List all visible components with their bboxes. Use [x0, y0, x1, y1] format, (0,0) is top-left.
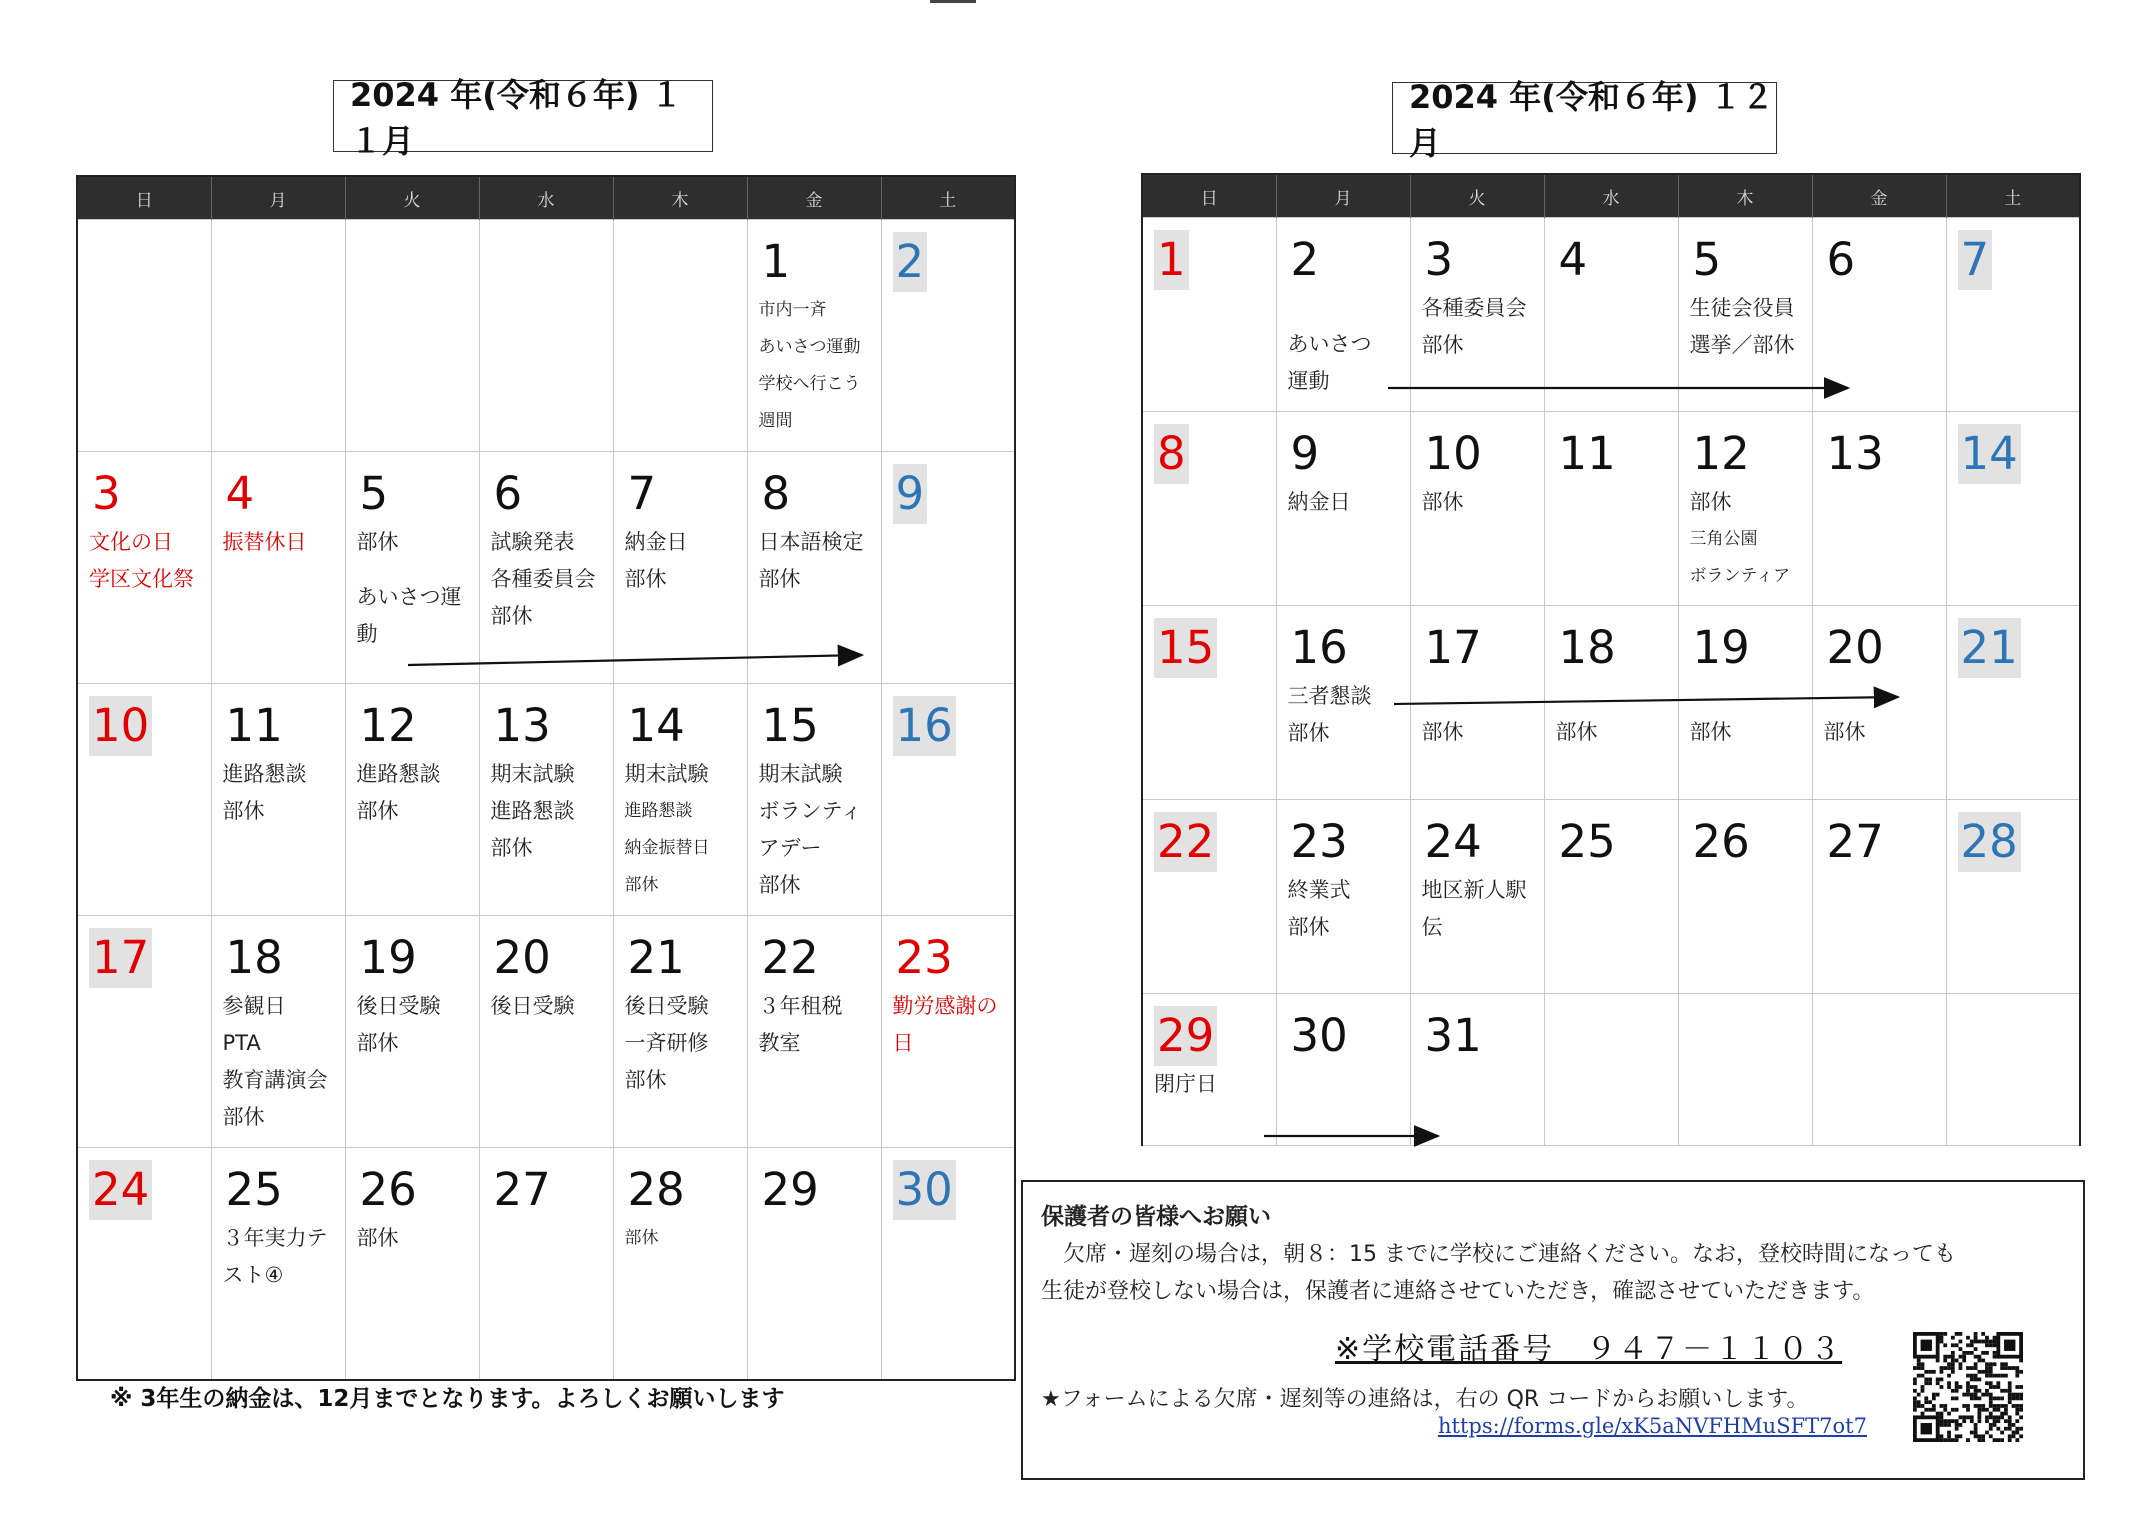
notice-body-line1: 欠席・遅刻の場合は，朝８：15 までに学校にご連絡ください。なお，登校時間になっても: [1063, 1242, 1956, 1267]
event-text: 部休: [222, 1105, 265, 1129]
event-text: 三角公園: [1689, 529, 1758, 549]
day-number: 4: [1558, 233, 1588, 286]
form-link[interactable]: https://forms.gle/xK5aNVFHMuSFT7ot7: [1438, 1414, 1867, 1438]
day-number: 23: [1290, 815, 1348, 868]
qr-code-icon[interactable]: [1913, 1332, 2023, 1442]
day-number: 1: [761, 235, 791, 288]
calendar-day-cell: [747, 220, 881, 452]
calendar-day-cell: [747, 452, 881, 684]
calendar-day-cell: [1678, 800, 1812, 994]
calendar-day-cell: [881, 220, 1015, 452]
calendar-day-cell: [1276, 994, 1410, 1146]
calendar-day-cell: [1812, 412, 1946, 606]
event-text: 部休: [758, 873, 801, 897]
event-text: 部休: [1689, 720, 1732, 744]
weekday-header: [1142, 174, 2080, 218]
calendar-day-cell: [747, 916, 881, 1148]
calendar-day-cell: [1946, 218, 2080, 412]
day-number: 17: [1424, 621, 1482, 674]
calendar-day-cell: [479, 916, 613, 1148]
calendar-day-cell: [1142, 606, 1276, 800]
event-text: 試験発表: [490, 530, 575, 554]
event-text: 納金日: [1287, 490, 1351, 514]
calendar-day-cell: [881, 916, 1015, 1148]
day-number: 9: [1290, 427, 1320, 480]
calendar-day-cell: [479, 220, 613, 452]
calendar-day-cell: [1276, 218, 1410, 412]
event-text: 部休: [356, 1031, 399, 1055]
event-text: 一斉研修: [624, 1031, 709, 1055]
event-text: 週間: [758, 411, 793, 431]
event-text: 文化の日: [89, 530, 173, 554]
event-text: 振替休日: [222, 530, 307, 554]
calendar-week-row: [1142, 218, 2080, 412]
day-number: 16: [893, 696, 956, 756]
event-text: 部休: [624, 1068, 667, 1092]
day-number: 14: [627, 699, 685, 752]
day-number: 26: [359, 1163, 417, 1216]
event-text: 市内一斉: [758, 300, 827, 320]
event-text: ３年租税: [758, 994, 843, 1018]
calendar-day-cell: [1410, 994, 1544, 1146]
calendar-day-cell: [1410, 800, 1544, 994]
calendar-day-cell: [479, 452, 613, 684]
weekday-label: 月: [1276, 174, 1410, 218]
calendar-day-cell: [613, 916, 747, 1148]
weekday-label: 水: [479, 176, 613, 220]
event-text: 地区新人駅: [1421, 878, 1527, 902]
day-number: 3: [89, 464, 124, 524]
form-instruction: ★フォームによる欠席・遅刻等の連絡は，右の QR コードからお願いします。: [1041, 1387, 1809, 1412]
calendar-day-cell: [345, 452, 479, 684]
calendar-day-cell: [1544, 800, 1678, 994]
calendar-day-cell: [1544, 606, 1678, 800]
day-number: 25: [225, 1163, 283, 1216]
day-number: 29: [1154, 1006, 1217, 1066]
event-text: 運動: [1287, 369, 1330, 393]
calendar-day-cell: [211, 684, 345, 916]
event-text: 進路懇談: [356, 762, 441, 786]
weekday-label: 木: [613, 176, 747, 220]
event-text: 生徒会役員: [1689, 296, 1795, 320]
weekday-label: 土: [1946, 174, 2080, 218]
calendar-week-row: [77, 220, 1015, 452]
november-title: 2024 年(令和６年) １１月: [333, 80, 713, 152]
december-title: 2024 年(令和６年) １２月: [1392, 82, 1777, 154]
event-text: 終業式: [1287, 878, 1351, 902]
day-number: 10: [89, 696, 152, 756]
day-number: 21: [627, 931, 685, 984]
event-text: 三者懇談: [1287, 684, 1372, 708]
calendar-day-cell: [77, 220, 211, 452]
calendar-day-cell: [1946, 800, 2080, 994]
footnote: ※ 3年生の納金は、12月までとなります。よろしくお願いします: [110, 1386, 785, 1412]
day-number: 8: [761, 467, 791, 520]
calendar-day-cell: [747, 684, 881, 916]
calendar-day-cell: [881, 1148, 1015, 1380]
calendar-day-cell: [881, 684, 1015, 916]
calendar-week-row: [1142, 412, 2080, 606]
calendar-day-cell: [1946, 994, 2080, 1146]
event-text: 進路懇談: [624, 801, 693, 821]
day-number: 4: [223, 464, 258, 524]
day-number: 22: [1154, 812, 1217, 872]
event-text: 勤労感謝の: [892, 994, 998, 1018]
event-text: 部休: [490, 836, 533, 860]
school-phone: ※学校電話番号 ９４７－１１０３: [1335, 1332, 1843, 1367]
event-text: 納金振替日: [624, 838, 710, 858]
notice-heading: 保護者の皆様へお願い: [1041, 1204, 1271, 1230]
event-text: 参観日: [222, 994, 286, 1018]
event-text: アデー: [758, 836, 822, 860]
event-text: 部休: [356, 1226, 399, 1250]
event-text: PTA: [222, 1031, 261, 1055]
calendar-day-cell: [1544, 412, 1678, 606]
day-number: 11: [1558, 427, 1616, 480]
calendar-week-row: [1142, 606, 2080, 800]
weekday-label: 木: [1678, 174, 1812, 218]
day-number: 19: [1692, 621, 1750, 674]
day-number: 26: [1692, 815, 1750, 868]
event-text: 伝: [1421, 915, 1443, 939]
day-number: 1: [1154, 230, 1189, 290]
calendar-day-cell: [479, 1148, 613, 1380]
day-number: 13: [1826, 427, 1884, 480]
event-text: 進路懇談: [222, 762, 307, 786]
day-number: 31: [1424, 1009, 1482, 1062]
calendar-day-cell: [1544, 218, 1678, 412]
day-number: 7: [1958, 230, 1993, 290]
event-text: 部休: [490, 604, 533, 628]
calendar-day-cell: [345, 1148, 479, 1380]
day-number: 20: [1826, 621, 1884, 674]
day-number: 14: [1958, 424, 2021, 484]
calendar-day-cell: [1678, 994, 1812, 1146]
event-text: 部休: [1421, 490, 1464, 514]
day-number: 2: [1290, 233, 1320, 286]
day-number: 28: [1958, 812, 2021, 872]
day-number: 27: [493, 1163, 551, 1216]
calendar-day-cell: [1276, 800, 1410, 994]
day-number: 18: [225, 931, 283, 984]
weekday-label: 金: [747, 176, 881, 220]
calendar-day-cell: [1142, 218, 1276, 412]
top-mark: [930, 0, 976, 3]
weekday-label: 土: [881, 176, 1015, 220]
calendar-day-cell: [479, 684, 613, 916]
calendar-day-cell: [1812, 606, 1946, 800]
calendar-day-cell: [613, 1148, 747, 1380]
day-number: 16: [1290, 621, 1348, 674]
calendar-day-cell: [1276, 412, 1410, 606]
day-number: 5: [359, 467, 389, 520]
calendar-day-cell: [77, 916, 211, 1148]
day-number: 7: [627, 467, 657, 520]
day-number: 18: [1558, 621, 1616, 674]
day-number: 15: [1154, 618, 1217, 678]
day-number: 9: [893, 464, 928, 524]
event-text: 部休: [1287, 915, 1330, 939]
notice-box: [1021, 1180, 2085, 1480]
calendar-day-cell: [1276, 606, 1410, 800]
calendar-day-cell: [1410, 218, 1544, 412]
calendar-day-cell: [1678, 218, 1812, 412]
day-number: 30: [893, 1160, 956, 1220]
event-text: ３年実力テ: [222, 1226, 328, 1250]
day-number: 30: [1290, 1009, 1348, 1062]
calendar-week-row: [77, 916, 1015, 1148]
calendar-day-cell: [1544, 994, 1678, 1146]
event-text: あいさつ運: [356, 585, 462, 609]
calendar-day-cell: [1812, 218, 1946, 412]
event-text: 部休: [1421, 333, 1464, 357]
day-number: 11: [225, 699, 283, 752]
event-text: 部休: [624, 1228, 659, 1248]
calendar-day-cell: [211, 1148, 345, 1380]
calendar-week-row: [1142, 800, 2080, 994]
calendar-day-cell: [613, 452, 747, 684]
event-text: 各種委員会: [490, 567, 596, 591]
calendar-day-cell: [77, 684, 211, 916]
event-text: ボランティ: [758, 799, 862, 823]
calendar-day-cell: [211, 452, 345, 684]
event-text: 各種委員会: [1421, 296, 1527, 320]
day-number: 8: [1154, 424, 1189, 484]
calendar-day-cell: [211, 916, 345, 1148]
event-text: 学区文化祭: [89, 567, 194, 591]
calendar-week-row: [1142, 994, 2080, 1146]
day-number: 10: [1424, 427, 1482, 480]
event-text: ボランティア: [1689, 566, 1791, 586]
day-number: 28: [627, 1163, 685, 1216]
event-text: 部休: [1287, 721, 1330, 745]
weekday-label: 水: [1544, 174, 1678, 218]
day-number: 6: [1826, 233, 1856, 286]
event-text: 部休: [356, 530, 399, 554]
day-number: 13: [493, 699, 551, 752]
day-number: 6: [493, 467, 523, 520]
calendar-day-cell: [1678, 606, 1812, 800]
weekday-label: 月: [211, 176, 345, 220]
event-text: 部休: [1689, 490, 1732, 514]
event-text: 日: [892, 1031, 914, 1055]
day-number: 22: [761, 931, 819, 984]
calendar-day-cell: [1142, 994, 1276, 1146]
day-number: 27: [1826, 815, 1884, 868]
november-calendar: [76, 175, 1016, 1381]
day-number: 21: [1958, 618, 2021, 678]
event-text: 期末試験: [624, 762, 709, 786]
weekday-label: 火: [1410, 174, 1544, 218]
event-text: 部休: [1555, 720, 1598, 744]
calendar-day-cell: [77, 1148, 211, 1380]
day-number: 24: [1424, 815, 1482, 868]
day-number: 15: [761, 699, 819, 752]
calendar-day-cell: [1142, 412, 1276, 606]
event-text: あいさつ運動: [758, 337, 861, 357]
event-text: 教室: [758, 1031, 801, 1055]
event-text: 後日受験: [624, 994, 709, 1018]
day-number: 29: [761, 1163, 819, 1216]
event-text: 部休: [624, 875, 659, 895]
event-text: 部休: [222, 799, 265, 823]
event-text: 学校へ行こう: [758, 374, 861, 394]
calendar-week-row: [77, 1148, 1015, 1380]
day-number: 12: [1692, 427, 1750, 480]
day-number: 12: [359, 699, 417, 752]
weekday-label: 火: [345, 176, 479, 220]
event-text: 後日受験: [490, 994, 575, 1018]
calendar-week-row: [77, 452, 1015, 684]
calendar-day-cell: [345, 916, 479, 1148]
day-number: 3: [1424, 233, 1454, 286]
event-text: 日本語検定: [758, 530, 864, 554]
weekday-label: 日: [77, 176, 211, 220]
day-number: 17: [89, 928, 152, 988]
event-text: 教育講演会: [222, 1068, 328, 1092]
weekday-label: 日: [1142, 174, 1276, 218]
weekday-header: [77, 176, 1015, 220]
event-text: 後日受験: [356, 994, 441, 1018]
weekday-label: 金: [1812, 174, 1946, 218]
calendar-day-cell: [345, 684, 479, 916]
calendar-day-cell: [1678, 412, 1812, 606]
calendar-day-cell: [77, 452, 211, 684]
calendar-day-cell: [1410, 606, 1544, 800]
event-text: 部休: [758, 567, 801, 591]
notice-body-line2: 生徒が登校しない場合は，保護者に連絡させていただき，確認させていただきます。: [1041, 1279, 1875, 1304]
event-text: 納金日: [624, 530, 688, 554]
calendar-day-cell: [1946, 412, 2080, 606]
calendar-day-cell: [747, 1148, 881, 1380]
calendar-day-cell: [345, 220, 479, 452]
day-number: 20: [493, 931, 551, 984]
calendar-day-cell: [211, 220, 345, 452]
event-text: 閉庁日: [1154, 1072, 1217, 1096]
calendar-day-cell: [1142, 800, 1276, 994]
event-text: 選挙／部休: [1689, 333, 1795, 357]
calendar-day-cell: [613, 684, 747, 916]
calendar-day-cell: [1410, 412, 1544, 606]
event-text: 進路懇談: [490, 799, 575, 823]
day-number: 24: [89, 1160, 152, 1220]
event-text: スト④: [222, 1263, 284, 1287]
day-number: 5: [1692, 233, 1722, 286]
event-text: 部休: [1823, 720, 1866, 744]
calendar-day-cell: [881, 452, 1015, 684]
calendar-day-cell: [1946, 606, 2080, 800]
december-calendar: [1141, 173, 2081, 1146]
day-number: 23: [893, 928, 956, 988]
event-text: 部休: [356, 799, 399, 823]
event-text: 部休: [624, 567, 667, 591]
event-text: 動: [356, 622, 378, 646]
event-text: 期末試験: [490, 762, 575, 786]
event-text: 部休: [1421, 720, 1464, 744]
calendar-day-cell: [1812, 994, 1946, 1146]
calendar-day-cell: [613, 220, 747, 452]
day-number: 2: [893, 232, 928, 292]
day-number: 25: [1558, 815, 1616, 868]
calendar-day-cell: [1812, 800, 1946, 994]
event-text: あいさつ: [1287, 332, 1372, 356]
event-text: 期末試験: [758, 762, 843, 786]
calendar-week-row: [77, 684, 1015, 916]
day-number: 19: [359, 931, 417, 984]
